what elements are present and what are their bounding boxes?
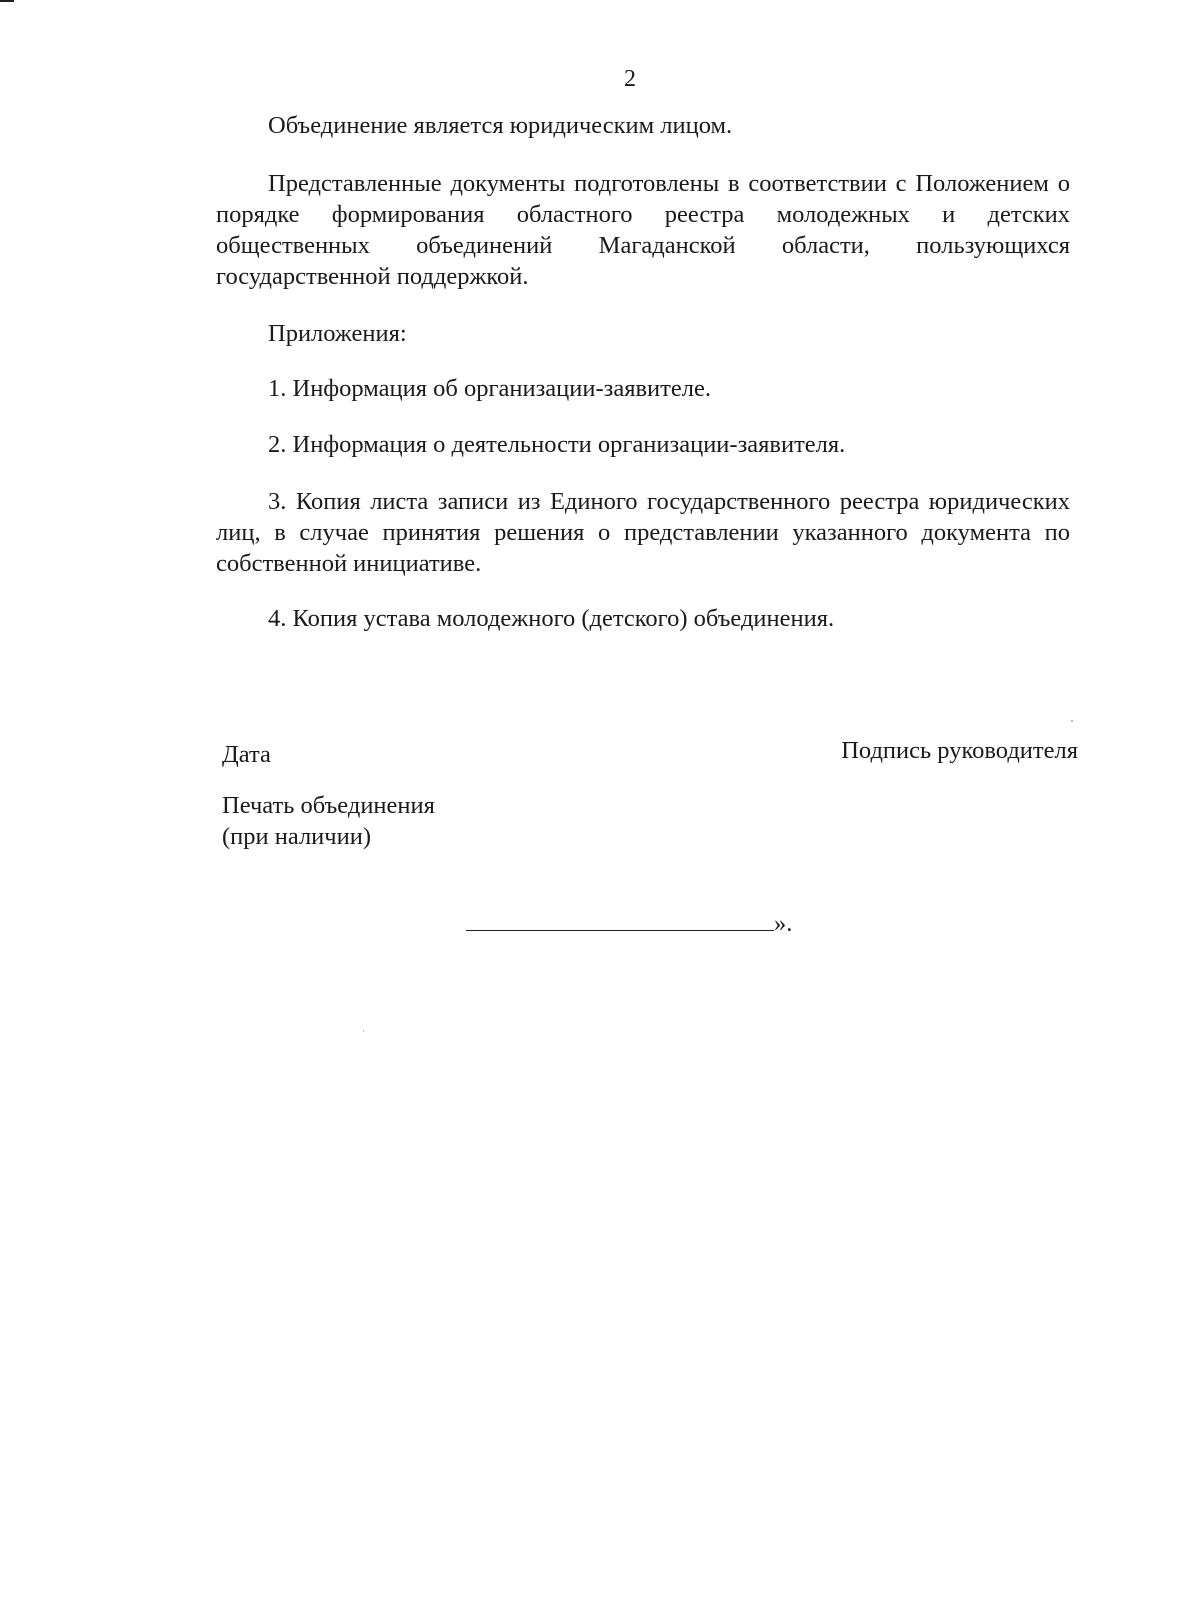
- appendix-item-3: 3. Копия листа записи из Единого государственного реестра юридических лиц, в случае принятия решения о представлении указанного документа по собственной инициативе.: [216, 488, 1070, 577]
- appendix-item-4: 4. Копия устава молодежного (детского) объединения.: [268, 605, 835, 632]
- date-label: Дата: [222, 741, 271, 768]
- appendix-item-2: 2. Информация о деятельности организации-заявителя.: [268, 431, 846, 458]
- page-number: 2: [624, 66, 636, 92]
- scan-speck: [1071, 720, 1073, 722]
- stamp-label-line-2: (при наличии): [222, 823, 371, 850]
- stamp-label-line-1: Печать объединения: [222, 792, 435, 819]
- appendices-heading: Приложения:: [268, 320, 407, 347]
- appendix-item-1: 1. Информация об организации-заявителе.: [268, 375, 711, 402]
- closing-blank-line: [466, 908, 792, 938]
- scan-speck: [363, 1030, 364, 1032]
- paragraph-legal-entity: Объединение является юридическим лицом.: [268, 112, 733, 139]
- blank-underline: [466, 908, 774, 931]
- closing-quote: ».: [774, 910, 793, 937]
- paragraph-documents-prepared: Представленные документы подготовлены в соответствии с Положением о порядке формирования областного реестра молодежных и детских общественных объединений Магаданской области, пользующихся государственной поддержкой.: [216, 170, 1070, 290]
- scan-corner-mark: [0, 0, 14, 2]
- stamp-label: [222, 790, 435, 852]
- signature-label: Подпись руководителя: [841, 737, 1078, 764]
